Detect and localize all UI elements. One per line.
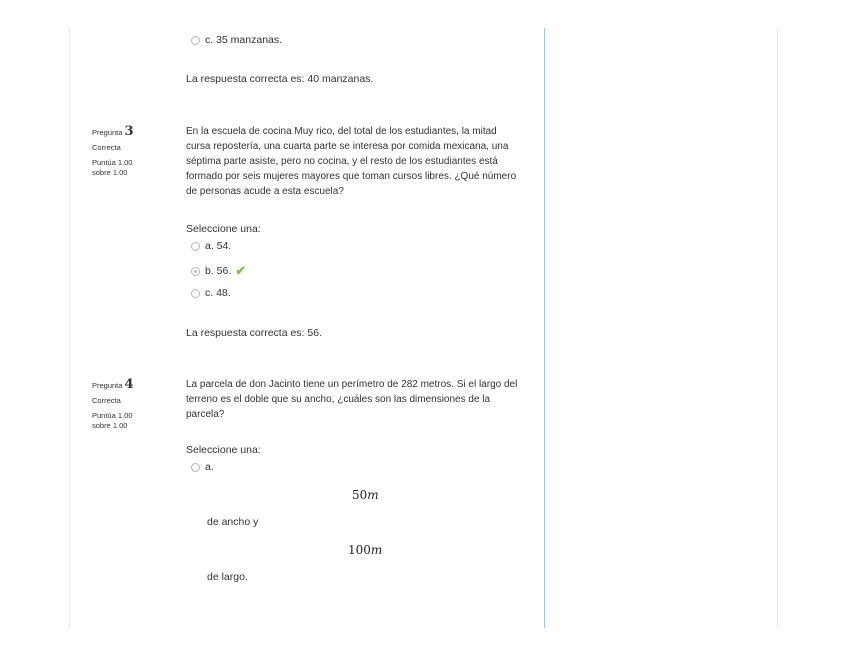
q4-prompt: Seleccione una: [186, 444, 261, 456]
q3-question-text: En la escuela de cocina Muy rico, del total de los estudiantes, la mitad cursa repostería, una cuarta parte se interesa por comida mexicana, una séptima parte asiste, pero no cocina, y el resto de los estudiantes está formado por seis mujeres mayores que toman cursos libres. ¿Qué número de personas acude a esta escuela? [186, 126, 517, 197]
q3-correct-answer: La respuesta correcta es: 56. [186, 327, 322, 339]
q4-length-suffix: de largo. [207, 571, 248, 583]
q4-math-length [348, 543, 382, 557]
q4-question-text: La parcela de don Jacinto tiene un perímetro de 282 metros. Si el largo del terreno es el doble que su ancho, ¿cuáles son las dimensiones de la parcela? [186, 379, 518, 420]
q3-option-a[interactable] [191, 240, 231, 252]
radio-checked-icon[interactable] [191, 267, 200, 276]
q2-option-c[interactable] [191, 34, 282, 46]
content-right-border [544, 28, 545, 628]
q2-correct-answer: La respuesta correcta es: 40 manzanas. [186, 73, 374, 85]
sidebar-right-border [777, 28, 778, 628]
q3-option-b[interactable] [191, 263, 246, 279]
q3-grade: Puntúa 1.00 sobre 1.00 [92, 158, 133, 177]
q4-grade: Puntúa 1.00 sobre 1.00 [92, 411, 133, 430]
q4-number: 4 [124, 377, 134, 392]
q4-state: Correcta [92, 396, 121, 405]
content-left-border [69, 28, 70, 628]
q3-info [92, 124, 140, 178]
q4-info [92, 377, 140, 431]
q4-width-suffix: de ancho y [207, 516, 259, 528]
q4-option-a-label: a. [205, 461, 214, 473]
q3-option-b-label: b. 56. [205, 265, 232, 277]
q4-math-width-unit: m [367, 488, 379, 502]
q4-math-width [352, 488, 379, 502]
q3-option-c[interactable] [191, 287, 231, 299]
radio-icon[interactable] [191, 36, 200, 45]
q4-math-width-value: 50 [352, 488, 368, 502]
q4-math-length-unit: m [370, 543, 383, 557]
radio-icon[interactable] [191, 289, 200, 298]
q4-label: Pregunta [92, 381, 123, 390]
q2-option-c-label: c. 35 manzanas. [205, 34, 283, 46]
radio-icon[interactable] [191, 242, 200, 251]
q3-state: Correcta [92, 143, 121, 152]
q3-number: 3 [124, 124, 134, 139]
q4-option-a[interactable] [191, 461, 214, 473]
q3-label: Pregunta [92, 128, 123, 137]
checkmark-icon: ✔ [235, 263, 247, 278]
q4-math-length-value: 100 [348, 543, 371, 557]
q3-prompt: Seleccione una: [186, 223, 261, 235]
q3-option-a-label: a. 54. [205, 240, 232, 252]
radio-icon[interactable] [191, 463, 200, 472]
q3-option-c-label: c. 48. [205, 287, 231, 299]
